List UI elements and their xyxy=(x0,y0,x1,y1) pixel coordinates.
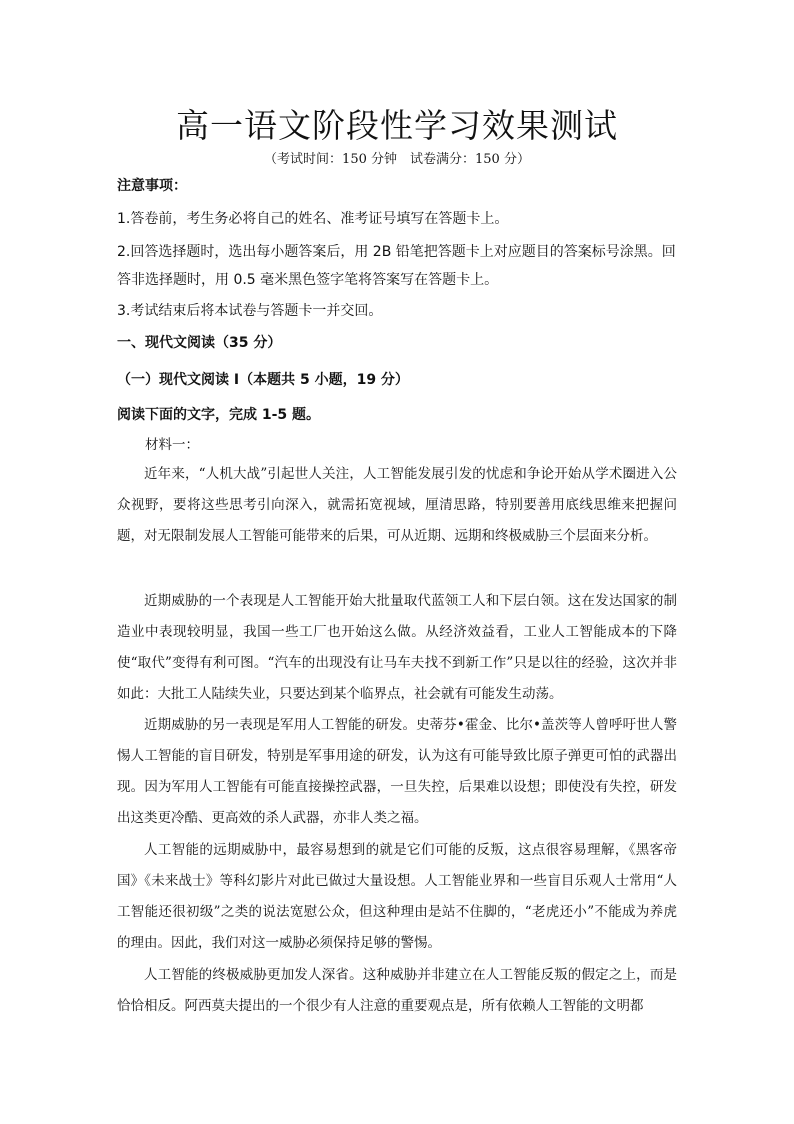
note-item-3: 3.考试结束后将本试卷与答题卡一并交回。 xyxy=(117,303,383,319)
material-label: 材料一： xyxy=(145,437,199,453)
exam-info: （考试时间：150 分钟 试卷满分：150 分） xyxy=(264,152,530,167)
subsection-heading: （一）现代文阅读 I（本题共 5 小题，19 分） xyxy=(117,372,409,388)
material-paragraph: 近期威胁的另一表现是军用人工智能的研发。史蒂芬•霍金、比尔•盖茨等人曾呼吁世人警惕人工智能的盲目研发，特别是军事用途的研发，认为这有可能导致比原子弹更可怕的武器出现。因为军用人工智能有可能直接操控武器，一旦失控，后果难以设想；即使没有失控，研发出这类更冷酷、更高效的杀人武器，亦非人类之福。 xyxy=(117,717,677,826)
note-item-2-line-1: 2.回答选择题时，选出每小题答案后，用 2B 铅笔把答题卡上对应题目的答案标号涂黑。回 xyxy=(117,244,676,260)
material-paragraph: 人工智能的远期威胁中，最容易想到的就是它们可能的反叛，这点很容易理解，《黑客帝国》《未来战士》等科幻影片对此已做过大量设想。人工智能业界和一些盲目乐观人士常用“人工智能还很初级”之类的说法宽慰公众，但这种理由是站不住脚的，“老虎还小”不能成为养虎的理由。因此，我们对这一威胁必须保持足够的警惕。 xyxy=(117,842,677,951)
material-paragraph: 人工智能的终极威胁更加发人深省。这种威胁并非建立在人工智能反叛的假定之上，而是恰恰相反。阿西莫夫提出的一个很少有人注意的重要观点是，所有依赖人工智能的文明都 xyxy=(117,967,677,1014)
note-item-2-line-2: 答非选择题时，用 0.5 毫米黑色签字笔将答案写在答题卡上。 xyxy=(117,272,499,288)
material-paragraph: 近年来，“人机大战”引起世人关注，人工智能发展引发的忧虑和争论开始从学术圈进入公众视野，要将这些思考引向深入，就需拓宽视域，厘清思路，特别要善用底线思维来把握问题，对无限制发展人工智能可能带来的后果，可从近期、远期和终极威胁三个层面来分析。 xyxy=(117,466,677,544)
section-heading: 一、现代文阅读（35 分） xyxy=(117,335,282,351)
reading-instruction: 阅读下面的文字，完成 1-5 题。 xyxy=(117,407,321,423)
notes-heading: 注意事项： xyxy=(117,178,187,194)
note-item-1: 1.答卷前，考生务必将自己的姓名、准考证号填写在答题卡上。 xyxy=(117,211,509,227)
page-title: 高一语文阶段性学习效果测试 xyxy=(176,106,618,145)
material-paragraph: 近期威胁的一个表现是人工智能开始大批量取代蓝领工人和下层白领。这在发达国家的制造业中表现较明显，我国一些工厂也开始这么做。从经济效益看，工业人工智能成本的下降使“取代”变得有利可图。“汽车的出现没有让马车夫找不到新工作”只是以往的经验，这次并非如此：大批工人陆续失业，只要达到某个临界点，社会就有可能发生动荡。 xyxy=(117,593,677,702)
